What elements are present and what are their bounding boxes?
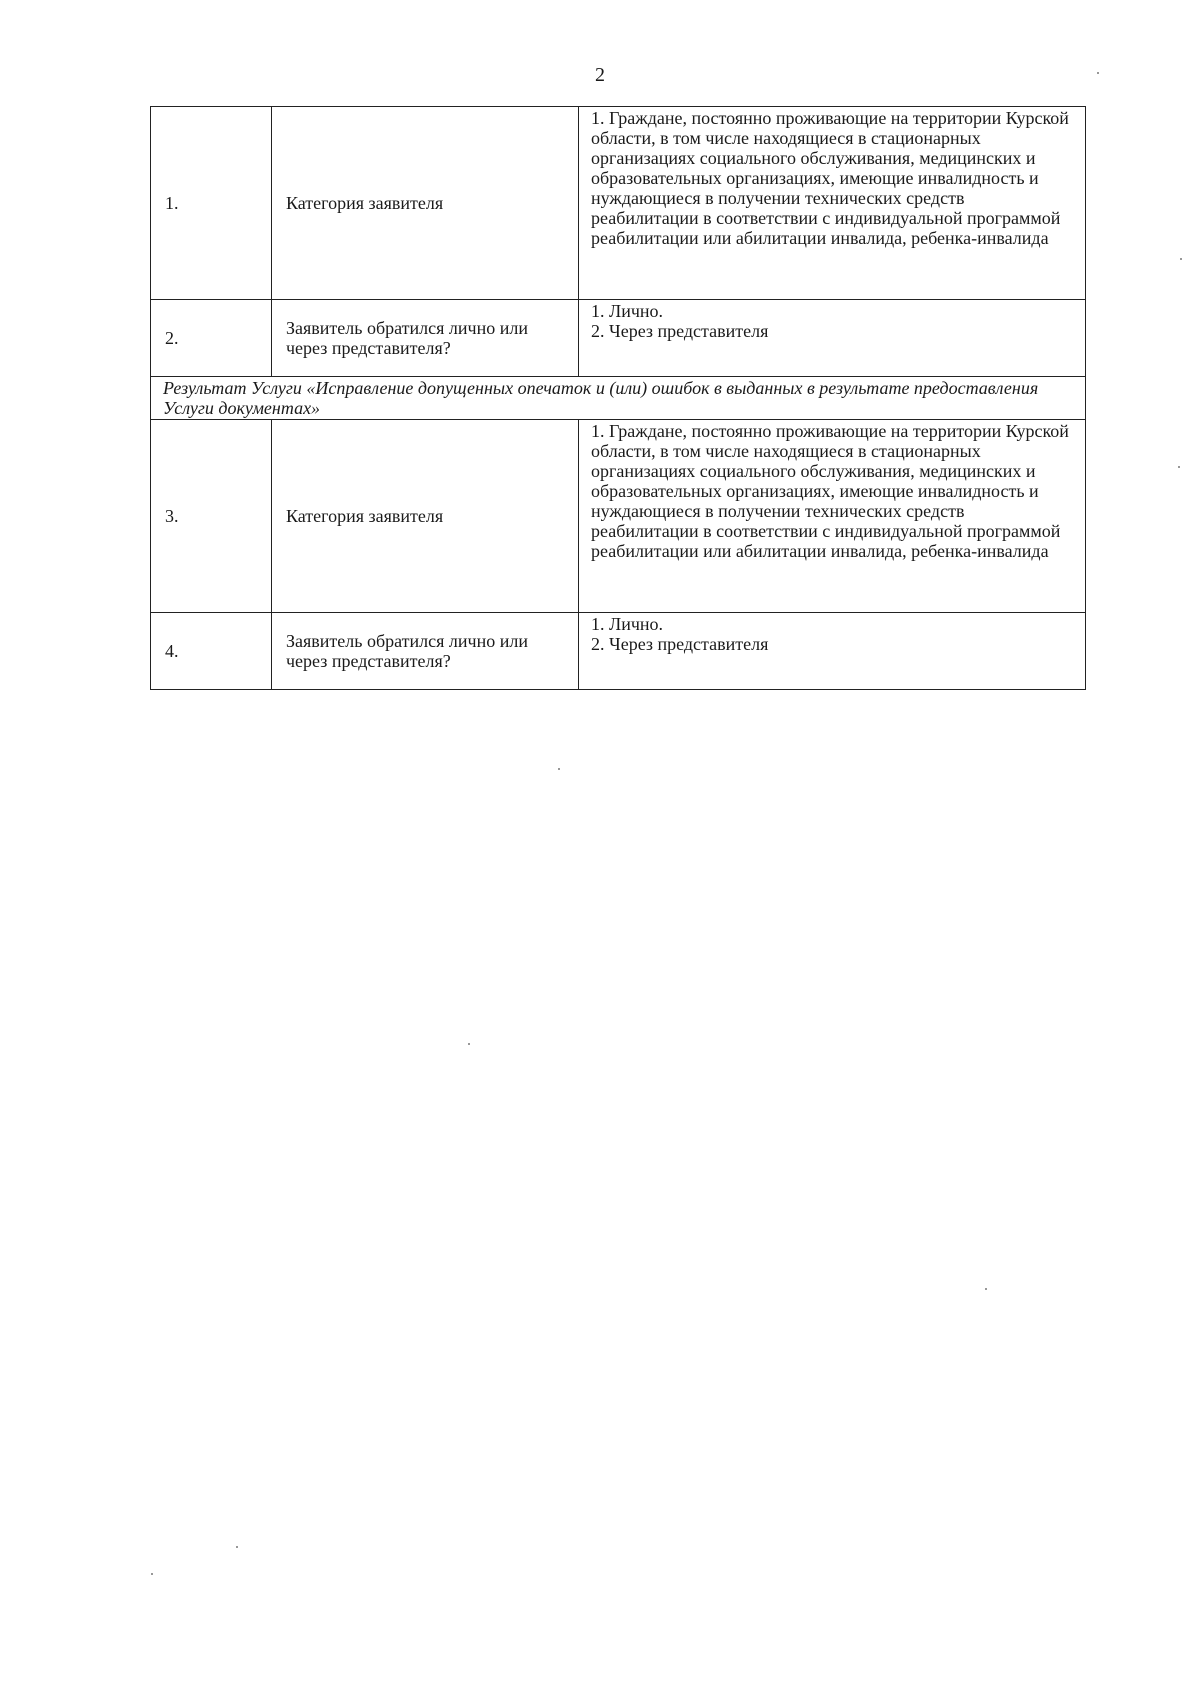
table-row bbox=[151, 420, 1086, 613]
scan-speck bbox=[985, 1288, 987, 1290]
row-number: 3. bbox=[151, 420, 272, 613]
applicant-category-table bbox=[150, 106, 1086, 690]
table-row bbox=[151, 613, 1086, 690]
page-number: 2 bbox=[595, 64, 605, 86]
value-line: 1. Лично. bbox=[591, 614, 664, 634]
section-header-row bbox=[151, 377, 1086, 420]
value-line: 2. Через представителя bbox=[591, 634, 769, 654]
row-number: 2. bbox=[151, 300, 272, 377]
scan-speck bbox=[468, 1043, 470, 1045]
row-value bbox=[579, 613, 1086, 690]
row-value bbox=[579, 300, 1086, 377]
row-label: Заявитель обратился лично или через представителя? bbox=[272, 613, 579, 690]
row-number: 1. bbox=[151, 107, 272, 300]
section-title: Результат Услуги «Исправление допущенных опечаток и (или) ошибок в выданных в результате предоставления Услуги документах» bbox=[151, 377, 1086, 420]
scan-speck bbox=[151, 1573, 153, 1575]
scan-speck bbox=[1178, 466, 1180, 468]
table-row bbox=[151, 300, 1086, 377]
table-row bbox=[151, 107, 1086, 300]
scan-speck bbox=[236, 1546, 238, 1548]
row-label: Категория заявителя bbox=[272, 107, 579, 300]
applicant-table bbox=[150, 106, 1086, 690]
scan-speck bbox=[1097, 72, 1099, 74]
row-label: Категория заявителя bbox=[272, 420, 579, 613]
value-line: 2. Через представителя bbox=[591, 321, 769, 341]
scan-speck bbox=[558, 768, 560, 770]
scan-speck bbox=[1180, 258, 1182, 260]
value-line: 1. Лично. bbox=[591, 301, 664, 321]
row-number: 4. bbox=[151, 613, 272, 690]
row-value: 1. Граждане, постоянно проживающие на территории Курской области, в том числе находящиеся в стационарных организациях социального обслуживания, медицинских и образовательных организациях, имеющие инвалидность и нуждающиеся в получении технических средств реабилитации в соответствии с индивидуальной программой реабилитации или абилитации инвалида, ребенка-инвалида bbox=[579, 420, 1086, 613]
row-label: Заявитель обратился лично или через представителя? bbox=[272, 300, 579, 377]
row-value: 1. Граждане, постоянно проживающие на территории Курской области, в том числе находящиеся в стационарных организациях социального обслуживания, медицинских и образовательных организациях, имеющие инвалидность и нуждающиеся в получении технических средств реабилитации в соответствии с индивидуальной программой реабилитации или абилитации инвалида, ребенка-инвалида bbox=[579, 107, 1086, 300]
